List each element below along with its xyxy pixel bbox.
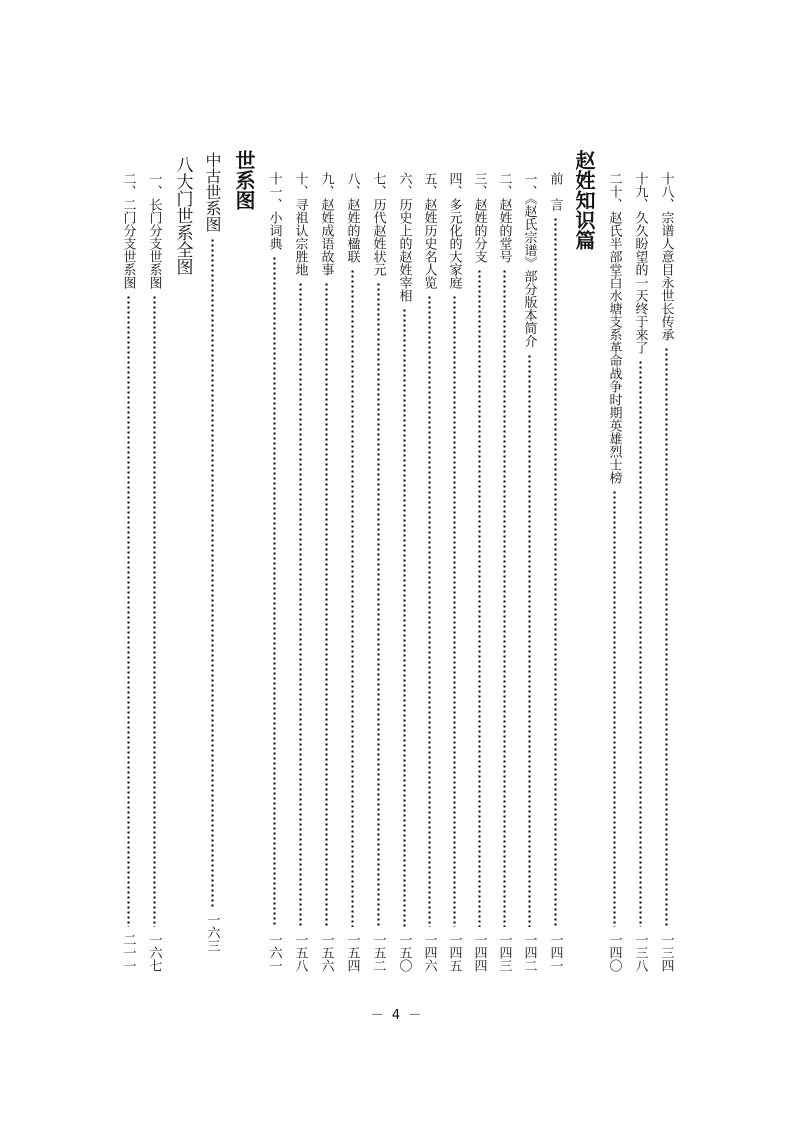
toc-entry-title: 二十、赵氏半部堂白水塘支系革命战争时期英雄烈士榜 [606, 172, 622, 484]
toc-entry-page: 一四一 [547, 933, 563, 972]
toc-entry[interactable] [120, 172, 136, 972]
toc-entry-title: 一、长门分支世系图 [146, 172, 162, 289]
toc-entry-title: 二、赵姓的堂号 [496, 172, 512, 263]
dot-leader [153, 295, 156, 927]
toc-entry-page: 一六一 [266, 933, 282, 972]
toc-entry[interactable] [632, 172, 648, 972]
dot-leader [428, 295, 431, 927]
toc-entry-title: 四、多元化的大家庭 [446, 172, 462, 289]
toc-entry[interactable] [266, 172, 282, 972]
toc-entry-title: 五、赵姓历史名人览 [421, 172, 437, 289]
sub-heading [173, 156, 191, 956]
toc-entry-page: 一五八 [292, 933, 308, 972]
dot-leader [403, 308, 406, 927]
toc-entry[interactable] [606, 172, 622, 972]
toc-entry-page: 一五四 [344, 933, 360, 972]
section-heading [233, 150, 255, 950]
toc-entry[interactable] [396, 172, 412, 972]
toc-entry[interactable] [521, 172, 537, 972]
toc-entry-page: 一三八 [632, 933, 648, 972]
toc-entry-title: 十九、久久盼望的一天终于来了 [632, 172, 648, 354]
toc-entry-title: 十一、小词典 [266, 172, 282, 250]
toc-entry-title: 七、历代赵姓状元 [370, 172, 386, 276]
dot-leader [377, 282, 380, 927]
dot-leader [127, 295, 130, 927]
toc-entry-page: 一四六 [421, 933, 437, 972]
toc-entry[interactable] [658, 172, 674, 972]
toc-entry[interactable] [421, 172, 437, 972]
toc-entry-page: 二一一 [120, 933, 136, 972]
toc-entry-page: 一四〇 [606, 933, 622, 972]
dot-leader [299, 282, 302, 927]
toc-entry[interactable] [446, 172, 462, 972]
dot-leader [665, 347, 668, 927]
dot-leader [351, 269, 354, 927]
page-number: － 4 － [370, 1008, 424, 1023]
toc-entry-page: 一四二 [521, 933, 537, 972]
dot-leader [273, 256, 276, 927]
dot-leader [211, 238, 214, 907]
toc-entry-title: 前 言 [547, 172, 563, 211]
toc-entry-page: 一四三 [496, 933, 512, 972]
toc-entry[interactable] [547, 172, 563, 972]
dot-leader [613, 490, 616, 927]
toc-entry-title: 二、二门分支世系图 [120, 172, 136, 289]
toc-entry-page: 一五〇 [396, 933, 412, 972]
toc-entry[interactable] [344, 172, 360, 972]
toc-entry[interactable] [318, 172, 334, 972]
dot-leader [453, 295, 456, 927]
toc-entry[interactable] [146, 172, 162, 972]
toc-entry-title: 十、寻祖认宗胜地 [292, 172, 308, 276]
toc-entry[interactable] [471, 172, 487, 972]
toc-entry[interactable] [202, 152, 222, 952]
dot-leader [554, 217, 557, 927]
section-heading-title: 赵姓知识篇 [572, 150, 596, 250]
toc-entry[interactable] [370, 172, 386, 972]
dot-leader [639, 360, 642, 927]
dot-leader [503, 269, 506, 927]
toc-entry-title: 九、赵姓成语故事 [318, 172, 334, 276]
toc-entry-page: 一六三 [204, 913, 220, 952]
toc-entry-page: 一五六 [318, 933, 334, 972]
sub-heading-title: 八大门世系全图 [172, 156, 193, 275]
section-heading [573, 150, 595, 950]
dot-leader [528, 354, 531, 928]
toc-entry-page: 一四四 [471, 933, 487, 972]
toc-entry-title: 一、《赵氏宗谱》部分版本简介 [521, 172, 537, 348]
toc-entry-title: 六、历史上的赵姓宰相 [396, 172, 412, 302]
toc-entry-title: 十八、宗谱人意目永世长传承 [658, 172, 674, 341]
toc-entry-page: 一三四 [658, 933, 674, 972]
dot-leader [478, 269, 481, 927]
toc-entry[interactable] [292, 172, 308, 972]
toc-entry-page: 一四五 [446, 933, 462, 972]
toc-entry-title: 中古世系图 [203, 152, 222, 232]
toc-entry-title: 八、赵姓的楹联 [344, 172, 360, 263]
toc-entry[interactable] [496, 172, 512, 972]
toc-entry-page: 一五二 [370, 933, 386, 972]
section-heading-title: 世系图 [232, 150, 256, 210]
dot-leader [325, 282, 328, 927]
toc-entry-page: 一六七 [146, 933, 162, 972]
toc-entry-title: 三、赵姓的分支 [471, 172, 487, 263]
